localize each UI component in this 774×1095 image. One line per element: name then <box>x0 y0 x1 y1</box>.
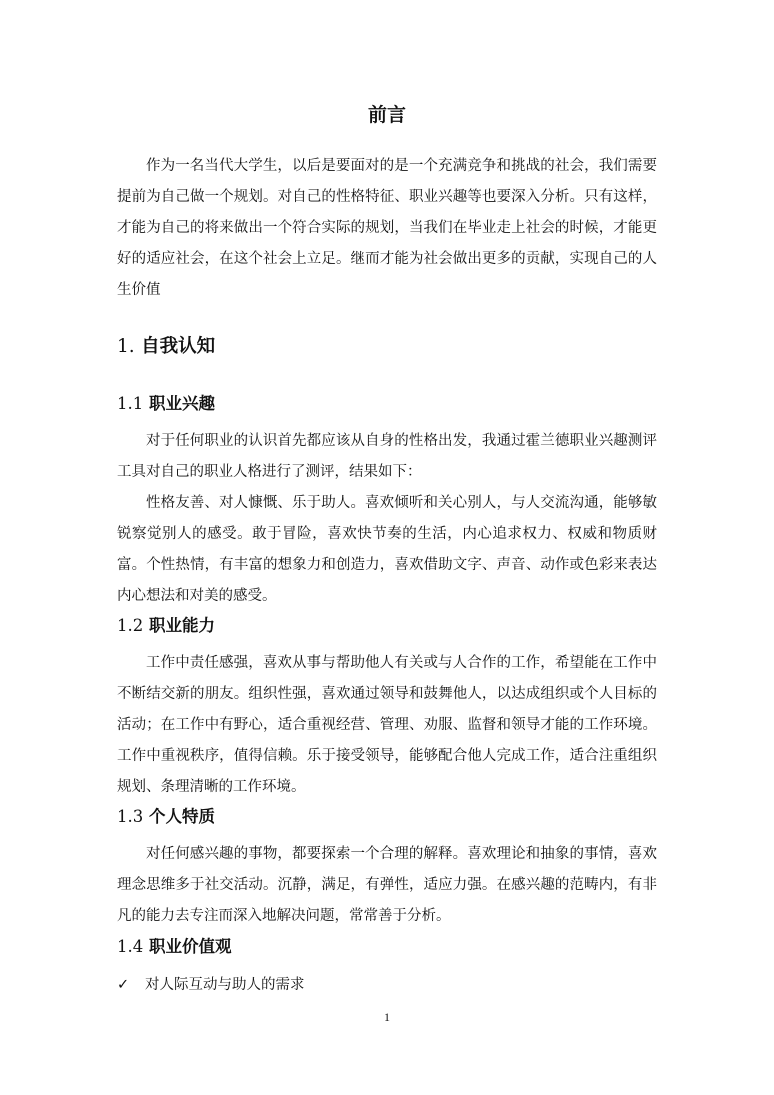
values-bullet-item <box>117 972 305 998</box>
section-title: 职业价值观 <box>149 937 232 956</box>
interest-paragraph-2: 性格友善、对人慷慨、乐于助人。喜欢倾听和关心别人，与人交流沟通，能够敏锐察觉别人的感受。敢于冒险，喜欢快节奏的生活，内心追求权力、权威和物质财富。个性热情，有丰富的想象力和创造力，喜欢借助文字、声音、动作或色彩来表达内心想法和对美的感受。 <box>117 495 657 604</box>
section-1-1-heading <box>117 392 215 416</box>
bullet-text: 对人际互动与助人的需求 <box>145 977 305 993</box>
section-1-heading <box>117 334 215 360</box>
section-title: 职业能力 <box>149 616 215 635</box>
section-title: 自我认知 <box>141 336 216 357</box>
section-1-4-heading <box>117 935 232 959</box>
traits-paragraph: 对任何感兴趣的事物，都要探索一个合理的解释。喜欢理论和抽象的事情，喜欢理念思维多于社交活动。沉静，满足，有弹性，适应力强。在感兴趣的范畴内，有非凡的能力去专注而深入地解决问题，常常善于分析。 <box>117 846 657 924</box>
section-number: 1.1 <box>117 394 144 413</box>
section-1-3-heading <box>117 805 215 829</box>
page-title: 前言 <box>367 104 406 126</box>
ability-paragraph: 工作中责任感强，喜欢从事与帮助他人有关或与人合作的工作，希望能在工作中不断结交新的朋友。组织性强，喜欢通过领导和鼓舞他人，以达成组织或个人目标的活动；在工作中有野心，适合重视经营、管理、劝服、监督和领导才能的工作环境。工作中重视秩序，值得信赖。乐于接受领导，能够配合他人完成工作，适合注重组织规划、条理清晰的工作环境。 <box>117 655 657 795</box>
section-number: 1.4 <box>117 937 144 956</box>
section-1-2-heading <box>117 614 215 638</box>
section-number: 1.2 <box>117 616 144 635</box>
page-number: 1 <box>384 1010 390 1024</box>
section-number: 1. <box>117 336 135 357</box>
preface-paragraph: 作为一名当代大学生，以后是要面对的是一个充满竞争和挑战的社会，我们需要提前为自己做一个规划。对自己的性格特征、职业兴趣等也要深入分析。只有这样，才能为自己的将来做出一个符合实际的规划，当我们在毕业走上社会的时候，才能更好的适应社会，在这个社会上立足。继而才能为社会做出更多的贡献，实现自己的人生价值 <box>117 158 657 298</box>
section-title: 职业兴趣 <box>149 394 215 413</box>
interest-paragraph-1: 对于任何职业的认识首先都应该从自身的性格出发，我通过霍兰德职业兴趣测评工具对自己的职业人格进行了测评，结果如下： <box>117 433 657 480</box>
checkmark-icon: ✓ <box>117 977 130 993</box>
section-title: 个人特质 <box>149 807 215 826</box>
section-number: 1.3 <box>117 807 144 826</box>
